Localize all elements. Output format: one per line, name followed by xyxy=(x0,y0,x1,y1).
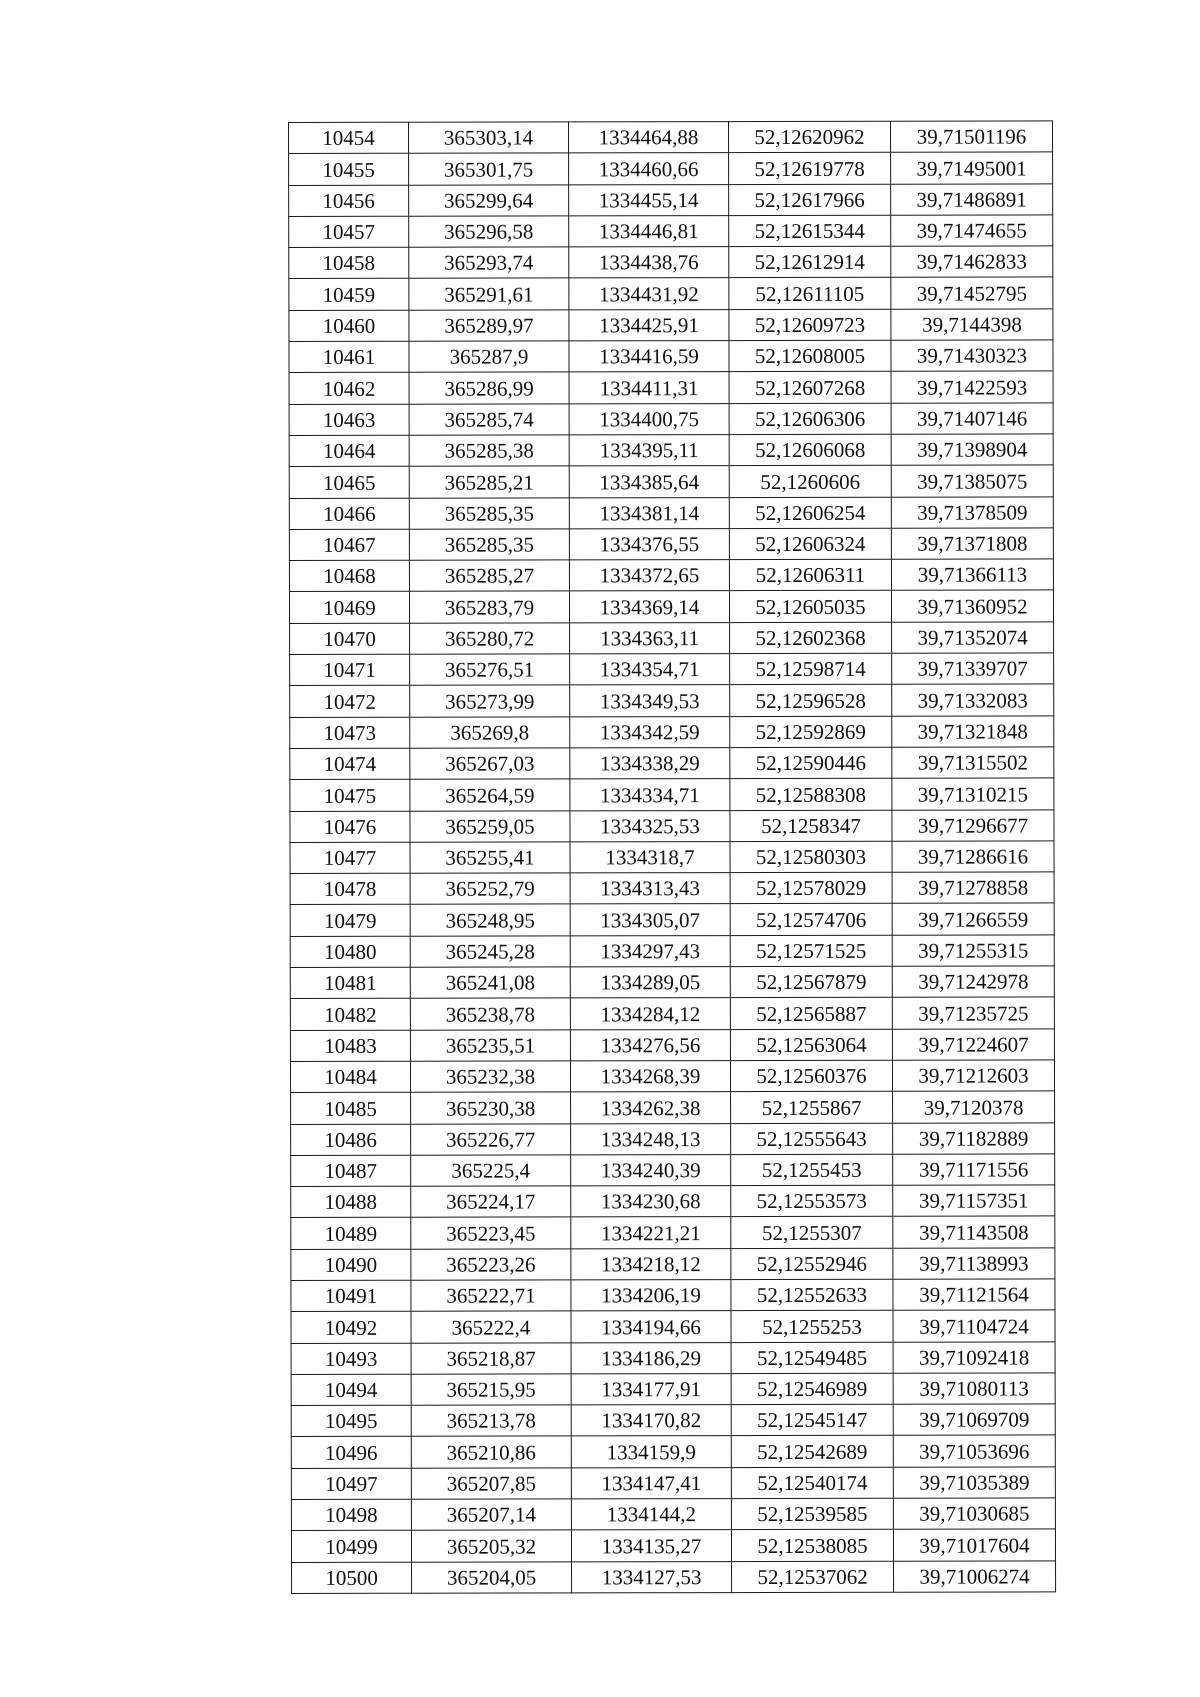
longitude-cell: 39,71053696 xyxy=(893,1435,1055,1467)
table-row xyxy=(289,152,1053,185)
y-coordinate-cell: 1334438,76 xyxy=(569,247,729,279)
longitude-cell: 39,71315502 xyxy=(892,747,1054,779)
y-coordinate-cell: 1334416,59 xyxy=(569,341,729,373)
y-coordinate-cell: 1334268,39 xyxy=(570,1060,730,1092)
y-coordinate-cell: 1334262,38 xyxy=(571,1092,731,1124)
latitude-cell: 52,12542689 xyxy=(731,1436,893,1468)
table-row xyxy=(291,1529,1055,1562)
latitude-cell: 52,12606306 xyxy=(729,403,891,435)
point-number-cell: 10495 xyxy=(291,1405,411,1437)
point-number-cell: 10485 xyxy=(291,1092,411,1124)
table-row xyxy=(290,747,1054,780)
x-coordinate-cell: 365226,77 xyxy=(411,1123,571,1155)
point-number-cell: 10482 xyxy=(290,999,410,1031)
point-number-cell: 10499 xyxy=(291,1531,411,1563)
latitude-cell: 52,12619778 xyxy=(729,153,891,185)
table-row xyxy=(289,496,1053,529)
y-coordinate-cell: 1334144,2 xyxy=(571,1499,731,1531)
longitude-cell: 39,71360952 xyxy=(891,590,1053,622)
table-row xyxy=(291,1498,1055,1531)
point-number-cell: 10480 xyxy=(290,936,410,968)
latitude-cell: 52,12596528 xyxy=(730,685,892,717)
point-number-cell: 10455 xyxy=(289,154,409,186)
y-coordinate-cell: 1334338,29 xyxy=(570,748,730,780)
x-coordinate-cell: 365286,99 xyxy=(409,372,569,404)
table-row xyxy=(291,1154,1055,1187)
table-row xyxy=(290,1060,1054,1093)
y-coordinate-cell: 1334147,41 xyxy=(571,1467,731,1499)
x-coordinate-cell: 365276,51 xyxy=(410,654,570,686)
point-number-cell: 10486 xyxy=(291,1124,411,1156)
table-row xyxy=(289,528,1053,561)
y-coordinate-cell: 1334425,91 xyxy=(569,309,729,341)
latitude-cell: 52,12555643 xyxy=(731,1123,893,1155)
y-coordinate-cell: 1334289,05 xyxy=(570,967,730,999)
y-coordinate-cell: 1334464,88 xyxy=(569,122,729,154)
point-number-cell: 10494 xyxy=(291,1374,411,1406)
longitude-cell: 39,71321848 xyxy=(892,716,1054,748)
longitude-cell: 39,71080113 xyxy=(893,1373,1055,1405)
y-coordinate-cell: 1334186,29 xyxy=(571,1342,731,1374)
latitude-cell: 52,1255867 xyxy=(731,1091,893,1123)
longitude-cell: 39,71104724 xyxy=(893,1310,1055,1342)
x-coordinate-cell: 365296,58 xyxy=(409,216,569,248)
table-row xyxy=(289,340,1053,373)
table-row xyxy=(289,559,1053,592)
y-coordinate-cell: 1334342,59 xyxy=(570,716,730,748)
y-coordinate-cell: 1334354,71 xyxy=(570,654,730,686)
latitude-cell: 52,12552946 xyxy=(731,1248,893,1280)
latitude-cell: 52,12607268 xyxy=(729,372,891,404)
y-coordinate-cell: 1334284,12 xyxy=(570,998,730,1030)
y-coordinate-cell: 1334431,92 xyxy=(569,278,729,310)
latitude-cell: 52,12546989 xyxy=(731,1373,893,1405)
x-coordinate-cell: 365210,86 xyxy=(411,1436,571,1468)
y-coordinate-cell: 1334381,14 xyxy=(569,497,729,529)
latitude-cell: 52,12580303 xyxy=(730,841,892,873)
table-row xyxy=(290,966,1054,999)
point-number-cell: 10467 xyxy=(289,529,409,561)
x-coordinate-cell: 365267,03 xyxy=(410,748,570,780)
x-coordinate-cell: 365213,78 xyxy=(411,1405,571,1437)
point-number-cell: 10468 xyxy=(289,560,409,592)
table-row xyxy=(289,434,1053,467)
y-coordinate-cell: 1334305,07 xyxy=(570,904,730,936)
x-coordinate-cell: 365224,17 xyxy=(411,1186,571,1218)
latitude-cell: 52,12549485 xyxy=(731,1342,893,1374)
point-number-cell: 10481 xyxy=(290,967,410,999)
longitude-cell: 39,7144398 xyxy=(891,309,1053,341)
point-number-cell: 10471 xyxy=(290,654,410,686)
latitude-cell: 52,12537062 xyxy=(732,1561,894,1593)
longitude-cell: 39,71278858 xyxy=(892,872,1054,904)
latitude-cell: 52,12617966 xyxy=(729,184,891,216)
coordinates-table xyxy=(288,120,1056,1594)
x-coordinate-cell: 365285,21 xyxy=(409,466,569,498)
latitude-cell: 52,12538085 xyxy=(731,1530,893,1562)
x-coordinate-cell: 365289,97 xyxy=(409,310,569,342)
latitude-cell: 52,12606254 xyxy=(729,497,891,529)
latitude-cell: 52,12590446 xyxy=(730,747,892,779)
table-row xyxy=(290,653,1054,686)
longitude-cell: 39,71006274 xyxy=(894,1561,1056,1593)
table-row xyxy=(291,1216,1055,1249)
x-coordinate-cell: 365225,4 xyxy=(411,1155,571,1187)
longitude-cell: 39,71407146 xyxy=(891,403,1053,435)
x-coordinate-cell: 365232,38 xyxy=(410,1061,570,1093)
table-row xyxy=(290,684,1054,717)
longitude-cell: 39,71092418 xyxy=(893,1341,1055,1373)
latitude-cell: 52,1255253 xyxy=(731,1311,893,1343)
y-coordinate-cell: 1334159,9 xyxy=(571,1436,731,1468)
latitude-cell: 52,1258347 xyxy=(730,810,892,842)
x-coordinate-cell: 365241,08 xyxy=(410,967,570,999)
y-coordinate-cell: 1334372,65 xyxy=(569,560,729,592)
latitude-cell: 52,12552633 xyxy=(731,1279,893,1311)
table-row xyxy=(289,183,1053,216)
y-coordinate-cell: 1334460,66 xyxy=(569,153,729,185)
x-coordinate-cell: 365207,14 xyxy=(411,1499,571,1531)
latitude-cell: 52,12592869 xyxy=(730,716,892,748)
point-number-cell: 10454 xyxy=(289,122,409,154)
longitude-cell: 39,71352074 xyxy=(892,622,1054,654)
latitude-cell: 52,12571525 xyxy=(730,935,892,967)
x-coordinate-cell: 365269,8 xyxy=(410,717,570,749)
y-coordinate-cell: 1334127,53 xyxy=(572,1561,732,1593)
latitude-cell: 52,12560376 xyxy=(730,1060,892,1092)
y-coordinate-cell: 1334369,14 xyxy=(569,591,729,623)
table-row xyxy=(289,465,1053,498)
latitude-cell: 52,12608005 xyxy=(729,340,891,372)
point-number-cell: 10475 xyxy=(290,779,410,811)
y-coordinate-cell: 1334400,75 xyxy=(569,403,729,435)
latitude-cell: 52,1255453 xyxy=(731,1154,893,1186)
longitude-cell: 39,71030685 xyxy=(893,1498,1055,1530)
point-number-cell: 10492 xyxy=(291,1312,411,1344)
table-row xyxy=(291,1341,1055,1374)
longitude-cell: 39,71138993 xyxy=(893,1248,1055,1280)
longitude-cell: 39,71266559 xyxy=(892,903,1054,935)
point-number-cell: 10461 xyxy=(289,341,409,373)
y-coordinate-cell: 1334170,82 xyxy=(571,1405,731,1437)
x-coordinate-cell: 365255,41 xyxy=(410,842,570,874)
point-number-cell: 10483 xyxy=(290,1030,410,1062)
y-coordinate-cell: 1334395,11 xyxy=(569,435,729,467)
latitude-cell: 52,12588308 xyxy=(730,778,892,810)
longitude-cell: 39,71296677 xyxy=(892,809,1054,841)
longitude-cell: 39,71157351 xyxy=(893,1185,1055,1217)
point-number-cell: 10473 xyxy=(290,717,410,749)
y-coordinate-cell: 1334325,53 xyxy=(570,810,730,842)
latitude-cell: 52,12609723 xyxy=(729,309,891,341)
y-coordinate-cell: 1334455,14 xyxy=(569,184,729,216)
y-coordinate-cell: 1334177,91 xyxy=(571,1373,731,1405)
longitude-cell: 39,71371808 xyxy=(891,528,1053,560)
y-coordinate-cell: 1334334,71 xyxy=(570,779,730,811)
longitude-cell: 39,7120378 xyxy=(893,1091,1055,1123)
x-coordinate-cell: 365207,85 xyxy=(411,1468,571,1500)
point-number-cell: 10466 xyxy=(289,498,409,530)
latitude-cell: 52,12615344 xyxy=(729,215,891,247)
latitude-cell: 52,12553573 xyxy=(731,1185,893,1217)
point-number-cell: 10496 xyxy=(291,1437,411,1469)
table-row xyxy=(291,1404,1055,1437)
longitude-cell: 39,71224607 xyxy=(892,1029,1054,1061)
y-coordinate-cell: 1334318,7 xyxy=(570,841,730,873)
x-coordinate-cell: 365222,71 xyxy=(411,1280,571,1312)
point-number-cell: 10479 xyxy=(290,905,410,937)
table-row xyxy=(289,277,1053,310)
longitude-cell: 39,71385075 xyxy=(891,465,1053,497)
table-row xyxy=(291,1373,1055,1406)
longitude-cell: 39,71332083 xyxy=(892,684,1054,716)
table-row xyxy=(290,903,1054,936)
longitude-cell: 39,71398904 xyxy=(891,434,1053,466)
x-coordinate-cell: 365303,14 xyxy=(409,122,569,154)
table-row xyxy=(289,371,1053,404)
x-coordinate-cell: 365299,64 xyxy=(409,185,569,217)
table-row xyxy=(291,1467,1055,1500)
table-row xyxy=(292,1561,1056,1594)
table-row xyxy=(291,1435,1055,1468)
y-coordinate-cell: 1334218,12 xyxy=(571,1248,731,1280)
y-coordinate-cell: 1334230,68 xyxy=(571,1186,731,1218)
latitude-cell: 52,12563064 xyxy=(730,1029,892,1061)
y-coordinate-cell: 1334411,31 xyxy=(569,372,729,404)
longitude-cell: 39,71501196 xyxy=(890,121,1052,153)
x-coordinate-cell: 365215,95 xyxy=(411,1374,571,1406)
latitude-cell: 52,1255307 xyxy=(731,1217,893,1249)
point-number-cell: 10497 xyxy=(291,1468,411,1500)
latitude-cell: 52,12539585 xyxy=(731,1498,893,1530)
latitude-cell: 52,12611105 xyxy=(729,278,891,310)
longitude-cell: 39,71430323 xyxy=(891,340,1053,372)
table-row xyxy=(290,935,1054,968)
table-row xyxy=(289,215,1053,248)
longitude-cell: 39,71235725 xyxy=(892,997,1054,1029)
latitude-cell: 52,12545147 xyxy=(731,1404,893,1436)
point-number-cell: 10457 xyxy=(289,216,409,248)
x-coordinate-cell: 365285,27 xyxy=(409,560,569,592)
y-coordinate-cell: 1334349,53 xyxy=(570,685,730,717)
x-coordinate-cell: 365264,59 xyxy=(410,779,570,811)
y-coordinate-cell: 1334248,13 xyxy=(571,1123,731,1155)
longitude-cell: 39,71474655 xyxy=(891,215,1053,247)
longitude-cell: 39,71182889 xyxy=(893,1122,1055,1154)
x-coordinate-cell: 365223,45 xyxy=(411,1217,571,1249)
point-number-cell: 10459 xyxy=(289,279,409,311)
y-coordinate-cell: 1334135,27 xyxy=(571,1530,731,1562)
x-coordinate-cell: 365245,28 xyxy=(410,936,570,968)
table-row xyxy=(290,997,1054,1030)
latitude-cell: 52,12578029 xyxy=(730,872,892,904)
latitude-cell: 52,12606311 xyxy=(729,559,891,591)
x-coordinate-cell: 365223,26 xyxy=(411,1249,571,1281)
point-number-cell: 10488 xyxy=(291,1186,411,1218)
longitude-cell: 39,71121564 xyxy=(893,1279,1055,1311)
point-number-cell: 10478 xyxy=(290,873,410,905)
table-row xyxy=(289,121,1053,154)
latitude-cell: 52,12606068 xyxy=(729,434,891,466)
latitude-cell: 52,12565887 xyxy=(730,998,892,1030)
x-coordinate-cell: 365248,95 xyxy=(410,904,570,936)
table-row xyxy=(289,246,1053,279)
longitude-cell: 39,71462833 xyxy=(891,246,1053,278)
point-number-cell: 10456 xyxy=(289,185,409,217)
y-coordinate-cell: 1334276,56 xyxy=(570,1029,730,1061)
longitude-cell: 39,71452795 xyxy=(891,277,1053,309)
latitude-cell: 52,12602368 xyxy=(730,622,892,654)
table-row xyxy=(291,1185,1055,1218)
latitude-cell: 52,12605035 xyxy=(729,591,891,623)
table-row xyxy=(290,622,1054,655)
coordinates-table-body xyxy=(289,121,1056,1594)
longitude-cell: 39,71495001 xyxy=(891,152,1053,184)
y-coordinate-cell: 1334446,81 xyxy=(569,215,729,247)
point-number-cell: 10470 xyxy=(290,623,410,655)
point-number-cell: 10493 xyxy=(291,1343,411,1375)
point-number-cell: 10491 xyxy=(291,1280,411,1312)
x-coordinate-cell: 365291,61 xyxy=(409,278,569,310)
table-row xyxy=(289,590,1053,623)
table-row xyxy=(290,778,1054,811)
point-number-cell: 10490 xyxy=(291,1249,411,1281)
point-number-cell: 10462 xyxy=(289,373,409,405)
y-coordinate-cell: 1334221,21 xyxy=(571,1217,731,1249)
y-coordinate-cell: 1334376,55 xyxy=(569,528,729,560)
longitude-cell: 39,71366113 xyxy=(891,559,1053,591)
x-coordinate-cell: 365293,74 xyxy=(409,247,569,279)
latitude-cell: 52,12612914 xyxy=(729,246,891,278)
longitude-cell: 39,71242978 xyxy=(892,966,1054,998)
table-row xyxy=(291,1279,1055,1312)
y-coordinate-cell: 1334297,43 xyxy=(570,935,730,967)
point-number-cell: 10469 xyxy=(289,592,409,624)
point-number-cell: 10463 xyxy=(289,404,409,436)
point-number-cell: 10484 xyxy=(290,1061,410,1093)
point-number-cell: 10460 xyxy=(289,310,409,342)
longitude-cell: 39,71286616 xyxy=(892,841,1054,873)
point-number-cell: 10472 xyxy=(290,686,410,718)
point-number-cell: 10474 xyxy=(290,748,410,780)
point-number-cell: 10476 xyxy=(290,811,410,843)
y-coordinate-cell: 1334385,64 xyxy=(569,466,729,498)
table-row xyxy=(290,1029,1054,1062)
latitude-cell: 52,12540174 xyxy=(731,1467,893,1499)
longitude-cell: 39,71017604 xyxy=(893,1529,1055,1561)
point-number-cell: 10465 xyxy=(289,467,409,499)
latitude-cell: 52,12574706 xyxy=(730,904,892,936)
point-number-cell: 10477 xyxy=(290,842,410,874)
x-coordinate-cell: 365204,05 xyxy=(412,1562,572,1594)
table-row xyxy=(289,309,1053,342)
longitude-cell: 39,71486891 xyxy=(891,183,1053,215)
x-coordinate-cell: 365283,79 xyxy=(409,591,569,623)
latitude-cell: 52,1260606 xyxy=(729,466,891,498)
table-row xyxy=(290,716,1054,749)
y-coordinate-cell: 1334194,66 xyxy=(571,1311,731,1343)
longitude-cell: 39,71378509 xyxy=(891,496,1053,528)
table-row xyxy=(290,809,1054,842)
longitude-cell: 39,71310215 xyxy=(892,778,1054,810)
x-coordinate-cell: 365285,38 xyxy=(409,435,569,467)
longitude-cell: 39,71422593 xyxy=(891,371,1053,403)
y-coordinate-cell: 1334240,39 xyxy=(571,1154,731,1186)
y-coordinate-cell: 1334206,19 xyxy=(571,1280,731,1312)
latitude-cell: 52,12620962 xyxy=(729,121,891,153)
latitude-cell: 52,12606324 xyxy=(729,528,891,560)
latitude-cell: 52,12567879 xyxy=(730,966,892,998)
point-number-cell: 10464 xyxy=(289,435,409,467)
table-row xyxy=(290,841,1054,874)
x-coordinate-cell: 365301,75 xyxy=(409,153,569,185)
y-coordinate-cell: 1334313,43 xyxy=(570,873,730,905)
longitude-cell: 39,71212603 xyxy=(892,1060,1054,1092)
table-row xyxy=(290,872,1054,905)
x-coordinate-cell: 365285,35 xyxy=(409,497,569,529)
x-coordinate-cell: 365280,72 xyxy=(410,623,570,655)
x-coordinate-cell: 365230,38 xyxy=(411,1092,571,1124)
longitude-cell: 39,71255315 xyxy=(892,935,1054,967)
table-row xyxy=(291,1310,1055,1343)
x-coordinate-cell: 365252,79 xyxy=(410,873,570,905)
table-row xyxy=(291,1091,1055,1124)
point-number-cell: 10498 xyxy=(291,1499,411,1531)
point-number-cell: 10500 xyxy=(292,1562,412,1594)
x-coordinate-cell: 365235,51 xyxy=(410,1030,570,1062)
x-coordinate-cell: 365222,4 xyxy=(411,1311,571,1343)
x-coordinate-cell: 365285,35 xyxy=(409,529,569,561)
table-row xyxy=(289,403,1053,436)
x-coordinate-cell: 365285,74 xyxy=(409,404,569,436)
x-coordinate-cell: 365218,87 xyxy=(411,1342,571,1374)
x-coordinate-cell: 365259,05 xyxy=(410,810,570,842)
point-number-cell: 10489 xyxy=(291,1218,411,1250)
longitude-cell: 39,71069709 xyxy=(893,1404,1055,1436)
longitude-cell: 39,71035389 xyxy=(893,1467,1055,1499)
table-row xyxy=(291,1248,1055,1281)
latitude-cell: 52,12598714 xyxy=(730,653,892,685)
longitude-cell: 39,71339707 xyxy=(892,653,1054,685)
point-number-cell: 10487 xyxy=(291,1155,411,1187)
longitude-cell: 39,71171556 xyxy=(893,1154,1055,1186)
x-coordinate-cell: 365205,32 xyxy=(411,1530,571,1562)
x-coordinate-cell: 365238,78 xyxy=(410,998,570,1030)
x-coordinate-cell: 365287,9 xyxy=(409,341,569,373)
table-row xyxy=(291,1122,1055,1155)
y-coordinate-cell: 1334363,11 xyxy=(570,622,730,654)
point-number-cell: 10458 xyxy=(289,247,409,279)
x-coordinate-cell: 365273,99 xyxy=(410,685,570,717)
longitude-cell: 39,71143508 xyxy=(893,1216,1055,1248)
